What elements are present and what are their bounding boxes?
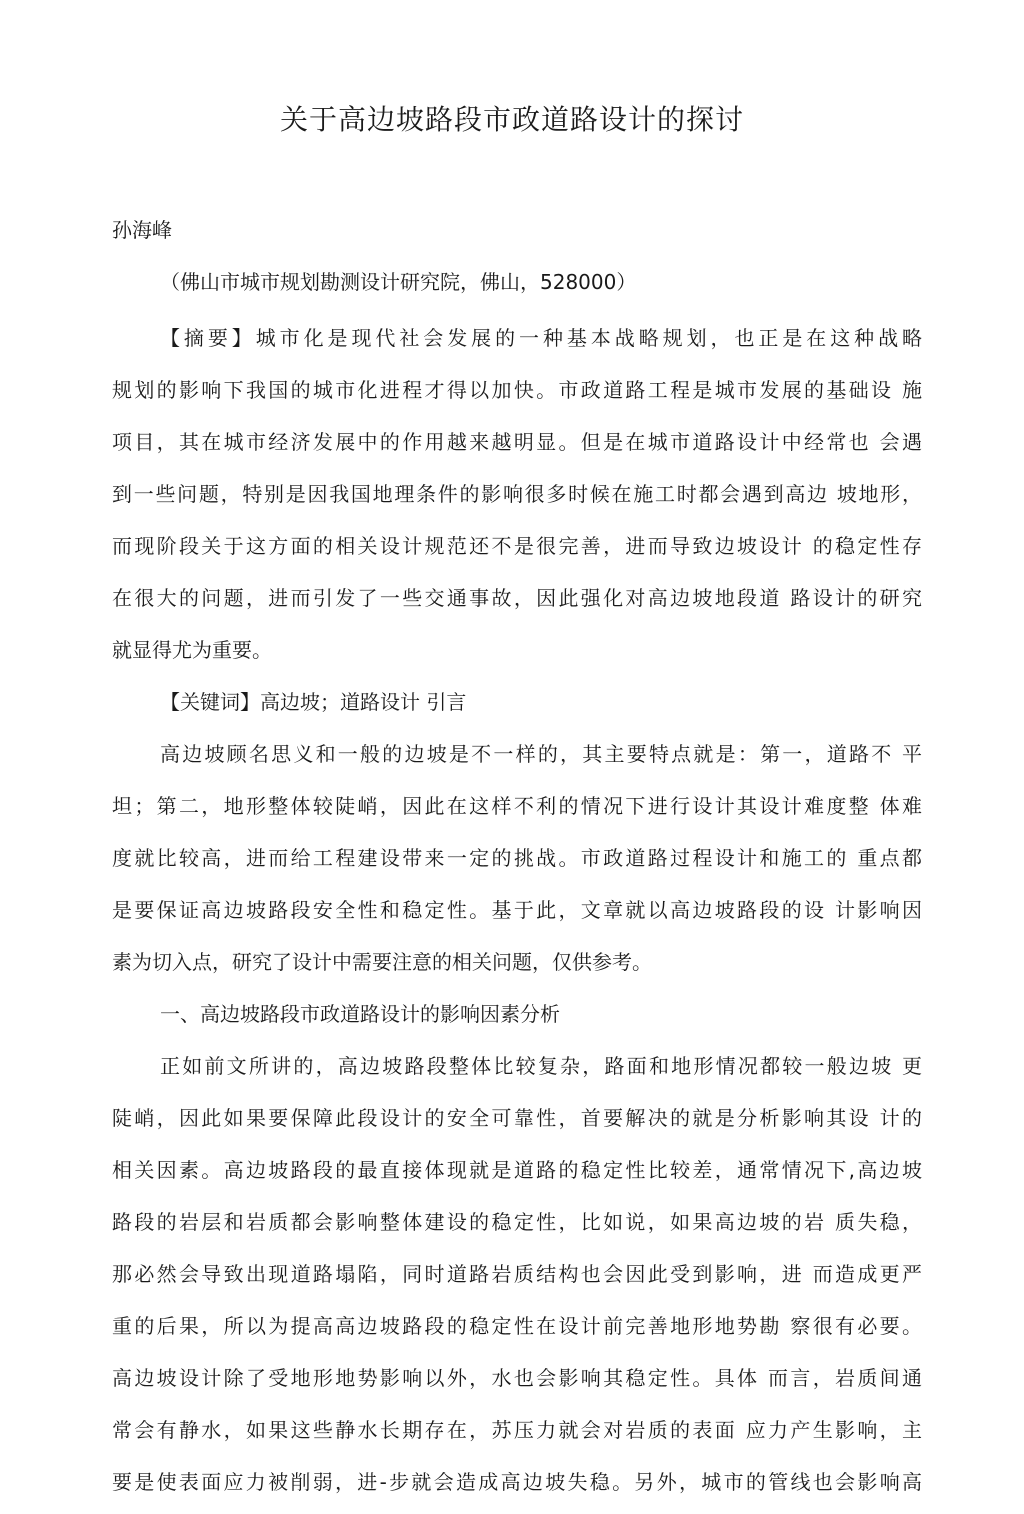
body-text [112, 312, 922, 1508]
body-line: 正如前文所讲的，高边坡路段整体比较复杂，路面和地形情况都较一般边坡 更 [160, 1054, 922, 1078]
body-line: 项目，其在城市经济发展中的作用越来越明显。但是在城市道路设计中经常也 会遇 [112, 430, 922, 454]
body-line: 路段的岩层和岩质都会影响整体建设的稳定性，比如说，如果高边坡的岩 质失稳， [112, 1210, 922, 1234]
body-line: 规划的影响下我国的城市化进程才得以加快。市政道路工程是城市发展的基础设 施 [112, 378, 922, 402]
body-line: 到一些问题，特别是因我国地理条件的影响很多时候在施工时都会遇到高边 坡地形， [112, 482, 922, 506]
body-line: 高边坡设计除了受地形地势影响以外，水也会影响其稳定性。具体 而言，岩质间通 [112, 1366, 922, 1390]
body-line: 要是使表面应力被削弱，进-步就会造成高边坡失稳。另外，城市的管线也会影响高 [112, 1470, 922, 1494]
body-line: 度就比较高，进而给工程建设带来一定的挑战。市政道路过程设计和施工的 重点都 [112, 846, 922, 870]
document-title: 关于高边坡路段市政道路设计的探讨 [279, 103, 744, 136]
body-line: 重的后果，所以为提高高边坡路段的稳定性在设计前完善地形地势勘 察很有必要。 [112, 1314, 922, 1338]
body-line: 坦；第二，地形整体较陡峭，因此在这样不利的情况下进行设计其设计难度整 体难 [112, 794, 922, 818]
body-line: 一、高边坡路段市政道路设计的影响因素分析 [160, 1002, 560, 1026]
body-line: 在很大的问题，进而引发了一些交通事故，因此强化对高边坡地段道 路设计的研究 [112, 586, 922, 610]
body-line: 是要保证高边坡路段安全性和稳定性。基于此，文章就以高边坡路段的设 计影响因 [112, 898, 922, 922]
author-affiliation: （佛山市城市规划勘测设计研究院，佛山，528000） [160, 270, 637, 294]
body-line: 【摘要】城市化是现代社会发展的一种基本战略规划，也正是在这种战略 [160, 326, 922, 350]
body-line: 【关键词】高边坡；道路设计 引言 [160, 690, 467, 714]
body-line: 常会有静水，如果这些静水长期存在，苏压力就会对岩质的表面 应力产生影响，主 [112, 1418, 922, 1442]
body-line: 高边坡顾名思义和一般的边坡是不一样的，其主要特点就是：第一，道路不 平 [160, 742, 922, 766]
body-line: 相关因素。高边坡路段的最直接体现就是道路的稳定性比较差，通常情况下,高边坡 [112, 1158, 922, 1182]
body-line: 陡峭，因此如果要保障此段设计的安全可靠性，首要解决的就是分析影响其设 计的 [112, 1106, 922, 1130]
body-line: 素为切入点，研究了设计中需要注意的相关问题，仅供参考。 [112, 950, 652, 974]
body-line: 而现阶段关于这方面的相关设计规范还不是很完善，进而导致边坡设计 的稳定性存 [112, 534, 922, 558]
body-line: 那必然会导致出现道路塌陷，同时道路岩质结构也会因此受到影响，进 而造成更严 [112, 1262, 922, 1286]
body-line: 就显得尤为重要。 [112, 638, 272, 662]
author-name: 孙海峰 [112, 218, 172, 242]
